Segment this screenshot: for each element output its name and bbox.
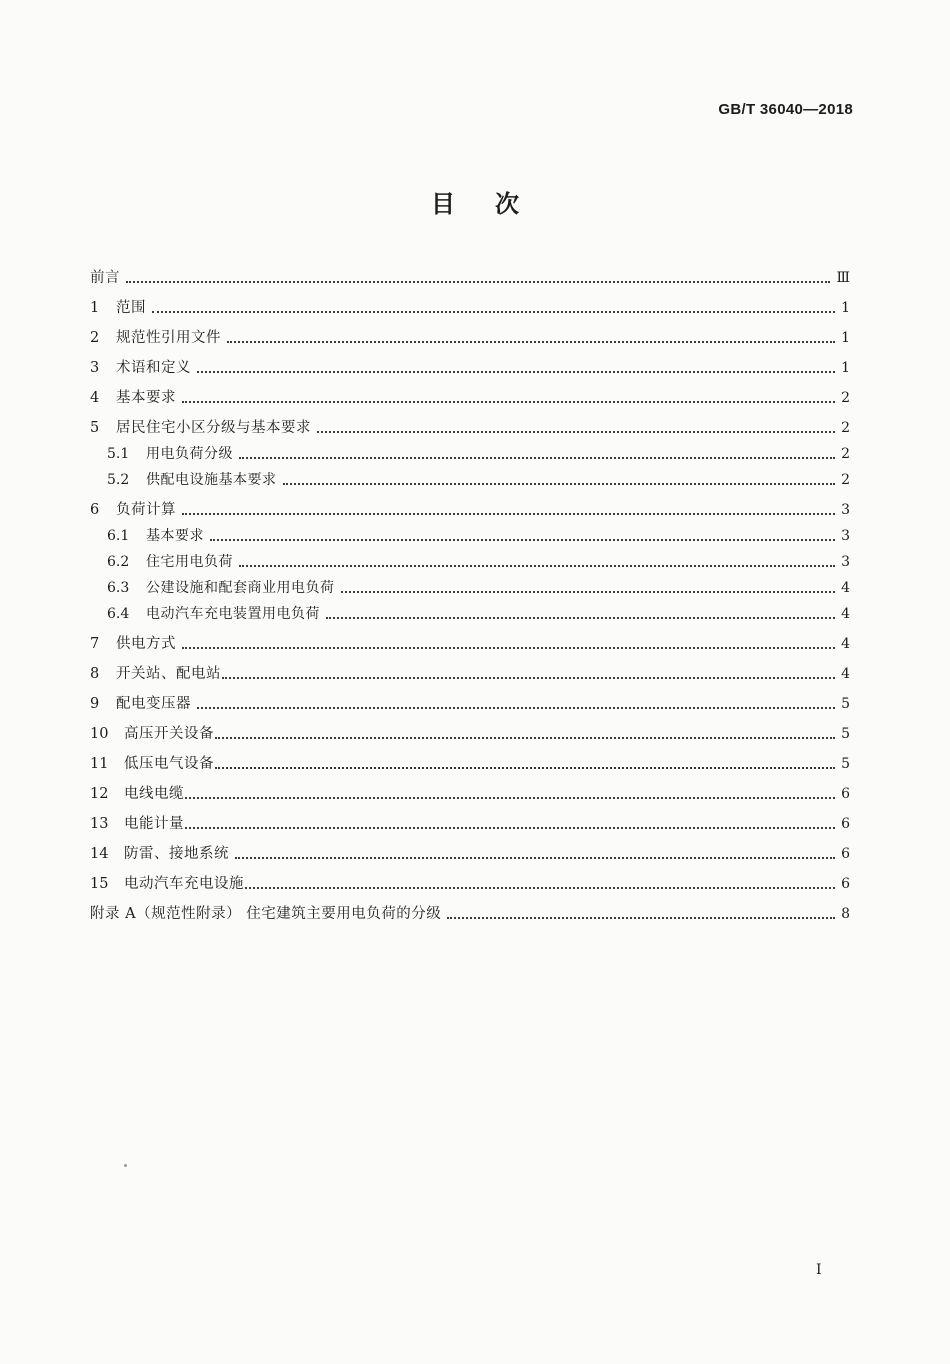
toc-entry-number: 13: [90, 816, 109, 832]
toc-entry-page: 3: [841, 528, 850, 544]
page-title-char-1: 目: [431, 190, 455, 218]
toc-entry-number: 5: [90, 420, 100, 436]
toc-entry[interactable]: [90, 814, 850, 834]
toc-entry[interactable]: [90, 298, 850, 318]
toc-subentry[interactable]: [107, 444, 850, 464]
toc-entry[interactable]: [90, 844, 850, 864]
toc-entry-number: 8: [90, 666, 100, 682]
toc-entry-number: 6.3: [107, 580, 130, 596]
toc-entry-label: 附录 A（规范性附录） 住宅建筑主要用电负荷的分级: [90, 906, 442, 922]
toc-dot-leader: [182, 646, 835, 649]
toc-dot-leader: [197, 706, 835, 709]
toc-entry[interactable]: [90, 388, 850, 408]
toc-entry-number: 14: [90, 846, 109, 862]
toc-dot-leader: [185, 826, 835, 829]
toc-entry-label: 电线电缆: [124, 786, 184, 802]
toc-entry[interactable]: [90, 500, 850, 520]
toc-entry-number: 6: [90, 502, 100, 518]
standard-number: GB/T 36040—2018: [718, 101, 853, 118]
toc-entry-label: 供电方式: [116, 636, 176, 652]
toc-entry-page: 5: [841, 756, 850, 772]
toc-entry-label: 低压电气设备: [124, 756, 214, 772]
toc-entry[interactable]: [90, 358, 850, 378]
toc-entry-label: 防雷、接地系统: [124, 846, 229, 862]
toc-entry[interactable]: [90, 874, 850, 894]
toc-entry[interactable]: [90, 694, 850, 714]
toc-entry-label: 范围: [116, 300, 146, 316]
toc-entry[interactable]: [90, 754, 850, 774]
toc-dot-leader: [182, 512, 835, 515]
toc-entry-number: 5.1: [107, 446, 130, 462]
toc-entry-page: 1: [841, 330, 850, 346]
toc-dot-leader: [215, 766, 835, 769]
toc-dot-leader: [341, 590, 836, 593]
toc-entry-page: 5: [841, 726, 850, 742]
toc-entry-number: 6.4: [107, 606, 130, 622]
toc-dot-leader: [326, 616, 835, 619]
toc-entry-number: 3: [90, 360, 100, 376]
toc-dot-leader: [197, 370, 835, 373]
toc-entry-label: 供配电设施基本要求: [146, 472, 277, 488]
toc-dot-leader: [317, 430, 835, 433]
toc-entry-page: 3: [841, 502, 850, 518]
toc-dot-leader: [227, 340, 835, 343]
toc-dot-leader: [239, 564, 835, 567]
toc-entry[interactable]: [90, 418, 850, 438]
toc-entry-page: 2: [841, 472, 850, 488]
toc-entry-number: 12: [90, 786, 109, 802]
toc-subentry[interactable]: [107, 526, 850, 546]
toc-entry-foreword[interactable]: [90, 268, 850, 288]
toc-entry-page: 6: [841, 846, 850, 862]
page-title: [0, 184, 950, 219]
toc-entry-label: 开关站、配电站: [116, 666, 221, 682]
toc-subentry[interactable]: [107, 552, 850, 572]
toc-subentry[interactable]: [107, 604, 850, 624]
toc-dot-leader: [126, 280, 830, 283]
toc-dot-leader: [210, 538, 835, 541]
toc-entry-number: 2: [90, 330, 100, 346]
toc-entry-label: 用电负荷分级: [146, 446, 233, 462]
toc-entry-number: 6.1: [107, 528, 130, 544]
toc-entry-label: 规范性引用文件: [116, 330, 221, 346]
toc-entry-page: 6: [841, 876, 850, 892]
toc-dot-leader: [152, 310, 835, 313]
toc-entry-page: 3: [841, 554, 850, 570]
toc-entry-label: 公建设施和配套商业用电负荷: [146, 580, 335, 596]
toc-dot-leader: [245, 886, 835, 889]
page-number: I: [816, 1262, 822, 1278]
toc-entry-label: 前言: [90, 270, 120, 286]
toc-dot-leader: [182, 400, 835, 403]
toc-entry-label: 电动汽车充电设施: [124, 876, 244, 892]
toc-dot-leader: [239, 456, 835, 459]
toc-entry-number: 7: [90, 636, 100, 652]
toc-entry-label: 基本要求: [146, 528, 204, 544]
toc-entry-page: 4: [841, 666, 850, 682]
toc-entry-number: 4: [90, 390, 100, 406]
toc-entry-page: 6: [841, 786, 850, 802]
toc-entry-label: 居民住宅小区分级与基本要求: [116, 420, 311, 436]
toc-subentry[interactable]: [107, 470, 850, 490]
toc-dot-leader: [215, 736, 835, 739]
toc-entry-page: 4: [841, 580, 850, 596]
toc-entry-number: 9: [90, 696, 100, 712]
toc-entry-page: 4: [841, 636, 850, 652]
toc-entry-number: 1: [90, 300, 100, 316]
page-title-char-2: 次: [495, 190, 519, 218]
toc-entry-page: 2: [841, 446, 850, 462]
toc-entry-label: 配电变压器: [116, 696, 191, 712]
toc-entry-page: 2: [841, 390, 850, 406]
toc-entry-page: Ⅲ: [836, 270, 850, 286]
toc-entry[interactable]: [90, 784, 850, 804]
toc-entry-label: 负荷计算: [116, 502, 176, 518]
toc-entry-page: 1: [841, 300, 850, 316]
toc-entry-page: 6: [841, 816, 850, 832]
toc-subentry[interactable]: [107, 578, 850, 598]
toc-entry-label: 电动汽车充电装置用电负荷: [146, 606, 320, 622]
toc-entry-number: 5.2: [107, 472, 130, 488]
toc-entry-label: 基本要求: [116, 390, 176, 406]
toc-entry-page: 2: [841, 420, 850, 436]
toc-entry-label: 住宅用电负荷: [146, 554, 233, 570]
toc-entry[interactable]: [90, 328, 850, 348]
toc-entry-label: 术语和定义: [116, 360, 191, 376]
toc-entry-number: 15: [90, 876, 109, 892]
toc-entry-page: 5: [841, 696, 850, 712]
toc-dot-leader: [185, 796, 835, 799]
scan-speck: [124, 1164, 127, 1167]
toc-entry-annex-a[interactable]: [90, 904, 850, 924]
toc-dot-leader: [235, 856, 835, 859]
toc-dot-leader: [283, 482, 836, 485]
toc-dot-leader: [222, 676, 835, 679]
toc-dot-leader: [447, 916, 835, 919]
toc-entry-number: 6.2: [107, 554, 130, 570]
toc-entry-number: 11: [90, 756, 109, 772]
toc-entry-number: 10: [90, 726, 109, 742]
toc-entry-label: 高压开关设备: [124, 726, 214, 742]
toc-entry[interactable]: [90, 724, 850, 744]
toc-entry-page: 4: [841, 606, 850, 622]
toc-entry-page: 1: [841, 360, 850, 376]
toc-entry[interactable]: [90, 664, 850, 684]
toc-entry-label: 电能计量: [124, 816, 184, 832]
toc-entry-page: 8: [841, 906, 850, 922]
toc-entry[interactable]: [90, 634, 850, 654]
